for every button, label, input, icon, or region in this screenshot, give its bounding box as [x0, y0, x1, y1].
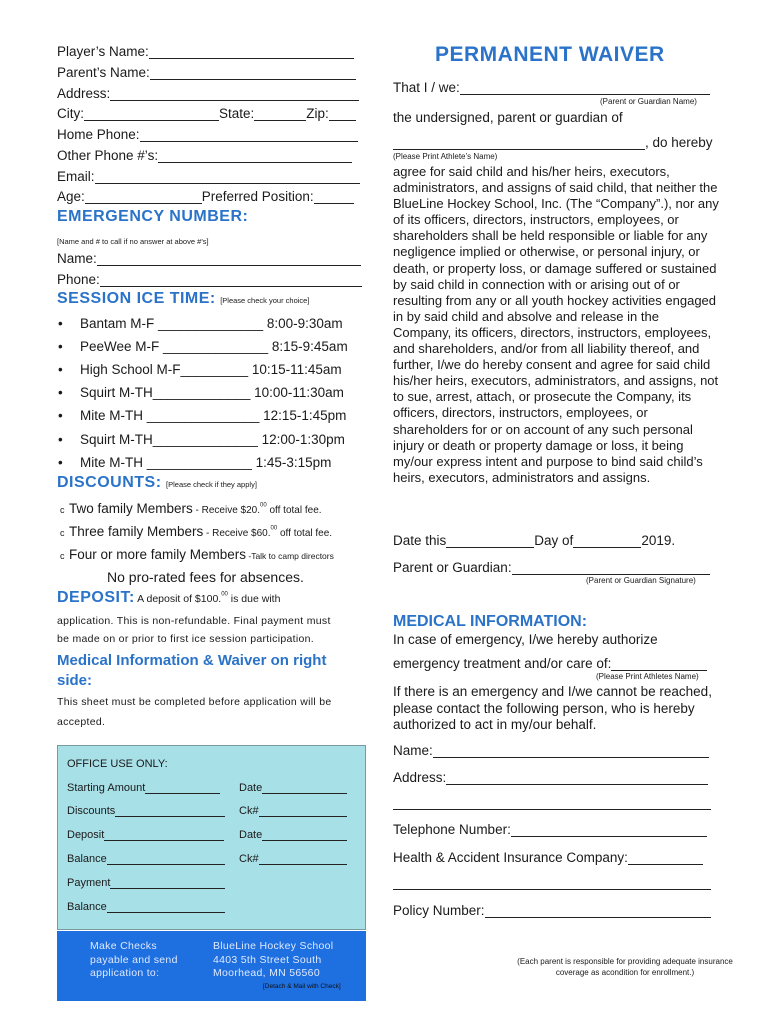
mailing-box — [57, 931, 366, 1001]
contact-address-field[interactable]: Address: — [393, 770, 708, 785]
other-phone-field[interactable]: Other Phone #’s: — [57, 148, 352, 163]
checkbox-icon[interactable]: c — [60, 528, 65, 538]
deposit-line: be made on or prior to first ice session participation. — [57, 633, 314, 645]
session-option[interactable]: • High School M-F_________ 10:15-11:45am — [58, 362, 342, 377]
emergency-note: [Name and # to call if no answer at above #’s] — [57, 237, 209, 246]
session-option[interactable]: • Squirt M-TH______________ 12:00-1:30pm — [58, 432, 345, 447]
session-option[interactable]: • Bantam M-F ______________ 8:00-9:30am — [58, 316, 343, 331]
home-phone-field[interactable]: Home Phone: — [57, 127, 358, 142]
print-athletes-name-caption: (Please Print Athletes Name) — [596, 672, 699, 681]
deposit-heading: DEPOSIT: — [57, 589, 135, 606]
school-street: 4403 5th Street South — [213, 953, 322, 966]
session-note: [Please check your choice] — [220, 296, 310, 305]
city-state-zip-field[interactable]: City: State: Zip: — [57, 106, 356, 121]
discounts-field[interactable]: Discounts — [67, 805, 225, 817]
guardian-signature-caption: (Parent or Guardian Signature) — [586, 576, 696, 585]
sheet-note: accepted. — [57, 716, 106, 728]
parent-guardian-name-caption: (Parent or Guardian Name) — [600, 97, 697, 106]
school-city: Moorhead, MN 56560 — [213, 967, 320, 979]
that-i-we-field[interactable]: That I / we: — [393, 80, 710, 95]
athlete-name-field[interactable]: , do hereby — [393, 135, 713, 150]
checkbox-icon[interactable]: c — [60, 505, 65, 515]
discounts-heading: DISCOUNTS: — [57, 474, 162, 491]
session-option[interactable]: • PeeWee M-F ______________ 8:15-9:45am — [58, 339, 348, 354]
session-option[interactable]: • Mite M-TH _______________ 12:15-1:45pm — [58, 408, 347, 423]
payment-field[interactable]: Payment — [67, 877, 225, 889]
medical-waiver-note: Medical Information & Waiver on right side: — [57, 652, 327, 689]
make-checks-text: Make Checks payable and send application to: — [90, 940, 178, 979]
deposit-line: application. This is non-refundable. Final payment must — [57, 615, 331, 627]
sheet-note: This sheet must be completed before application will be — [57, 696, 332, 708]
balance-field[interactable]: Balance — [67, 901, 225, 913]
waiver-body: agree for said child and his/her heirs, executors, administrators, and assigns of said child, that neither the BlueLine Hockey School, Inc. (The “Company”.), nor any of its officers, directors, instructors, employees, or shareholders shall be held responsible or liable for any negligence implied or otherwise, or personal injury, or death, or property loss, or damage suffered or sustained by said child in connection with or arising out of or resulting from any or all youth hockey activities engaged in by said child and absolve and release in the Company, its officers, directors, instructors, employees, and shareholders, and/or from all liability thereof, and further, I/we do hereby consent and agree for said child his/her heirs, executors, administrators, and assigns, not to sue, arrest, attach, or prosecute the Company, its officers, directors, instructors, employees, or shareholders for or on account of any such personal injury or death or property damage or loss, it being my/our express intent and purpose to bind said child’s heirs, executors, administrators and assigns. — [393, 164, 719, 485]
office-date-field[interactable]: Date — [239, 782, 347, 794]
player-name-field[interactable]: Player’s Name: — [57, 44, 354, 59]
email-field[interactable]: Email: — [57, 169, 360, 184]
cannot-reach-text: If there is an emergency and I/we cannot be reached, please contact the following person, who is hereby authorized to act in my/our behalf. — [393, 684, 712, 732]
discount-option[interactable]: c Four or more family Members -Talk to camp directors — [60, 547, 334, 562]
emergency-heading: EMERGENCY NUMBER: — [57, 208, 249, 225]
deposit-field[interactable]: Deposit — [67, 829, 224, 841]
office-use-box — [57, 745, 366, 930]
contact-name-field[interactable]: Name: — [393, 743, 709, 758]
no-prorated-note: No pro-rated fees for absences. — [107, 569, 304, 585]
contact-address-line-2[interactable] — [393, 797, 711, 810]
discounts-note: [Please check if they apply] — [166, 480, 257, 489]
emergency-phone-field[interactable]: Phone: — [57, 272, 362, 287]
undersigned-text: the undersigned, parent or guardian of — [393, 110, 623, 125]
insurance-responsibility-note: (Each parent is responsible for providing adequate insurance coverage as acondition for enrollment.) — [517, 957, 733, 977]
school-name: BlueLine Hockey School — [213, 940, 334, 952]
emergency-treatment-field[interactable]: emergency treatment and/or care of: — [393, 656, 707, 671]
print-athlete-caption: (Please Print Athlete’s Name) — [393, 152, 498, 161]
deposit-row: DEPOSIT: A deposit of $100.00 is due with — [57, 589, 281, 606]
balance-field[interactable]: Balance — [67, 853, 225, 865]
checkbox-icon[interactable]: c — [60, 551, 65, 561]
age-position-field[interactable]: Age: Preferred Position: — [57, 189, 354, 204]
telephone-field[interactable]: Telephone Number: — [393, 822, 707, 837]
office-date-field[interactable]: Date — [239, 829, 347, 841]
parent-guardian-signature-field[interactable]: Parent or Guardian: — [393, 560, 710, 575]
session-heading-row — [57, 290, 309, 308]
discounts-heading-row — [57, 474, 257, 492]
insurance-company-field[interactable]: Health & Accident Insurance Company: — [393, 850, 703, 865]
policy-number-field[interactable]: Policy Number: — [393, 903, 711, 918]
mailing-address — [213, 940, 333, 981]
insurance-company-line-2[interactable] — [393, 877, 711, 890]
in-case-text: In case of emergency, I/we hereby authorize — [393, 632, 658, 647]
session-option[interactable]: • Squirt M-TH_____________ 10:00-11:30am — [58, 385, 344, 400]
discount-option[interactable]: c Three family Members - Receive $60.00 off total fee. — [60, 524, 333, 539]
check-number-field[interactable]: Ck# — [239, 805, 347, 817]
parent-name-field[interactable]: Parent’s Name: — [57, 65, 356, 80]
session-option[interactable]: • Mite M-TH ______________ 1:45-3:15pm — [58, 455, 332, 470]
detach-note: [Detach & Mail with Check] — [263, 983, 341, 990]
session-heading: SESSION ICE TIME: — [57, 290, 216, 307]
date-this-field[interactable]: Date this Day of 2019. — [393, 533, 676, 548]
office-title: OFFICE USE ONLY: — [67, 758, 168, 770]
starting-amount-field[interactable]: Starting Amount — [67, 782, 220, 794]
waiver-title: PERMANENT WAIVER — [435, 43, 665, 66]
address-field[interactable]: Address: — [57, 86, 359, 101]
check-number-field[interactable]: Ck# — [239, 853, 347, 865]
medical-heading: MEDICAL INFORMATION: — [393, 613, 588, 630]
discount-option[interactable]: c Two family Members - Receive $20.00 off total fee. — [60, 501, 322, 516]
emergency-name-field[interactable]: Name: — [57, 251, 361, 266]
